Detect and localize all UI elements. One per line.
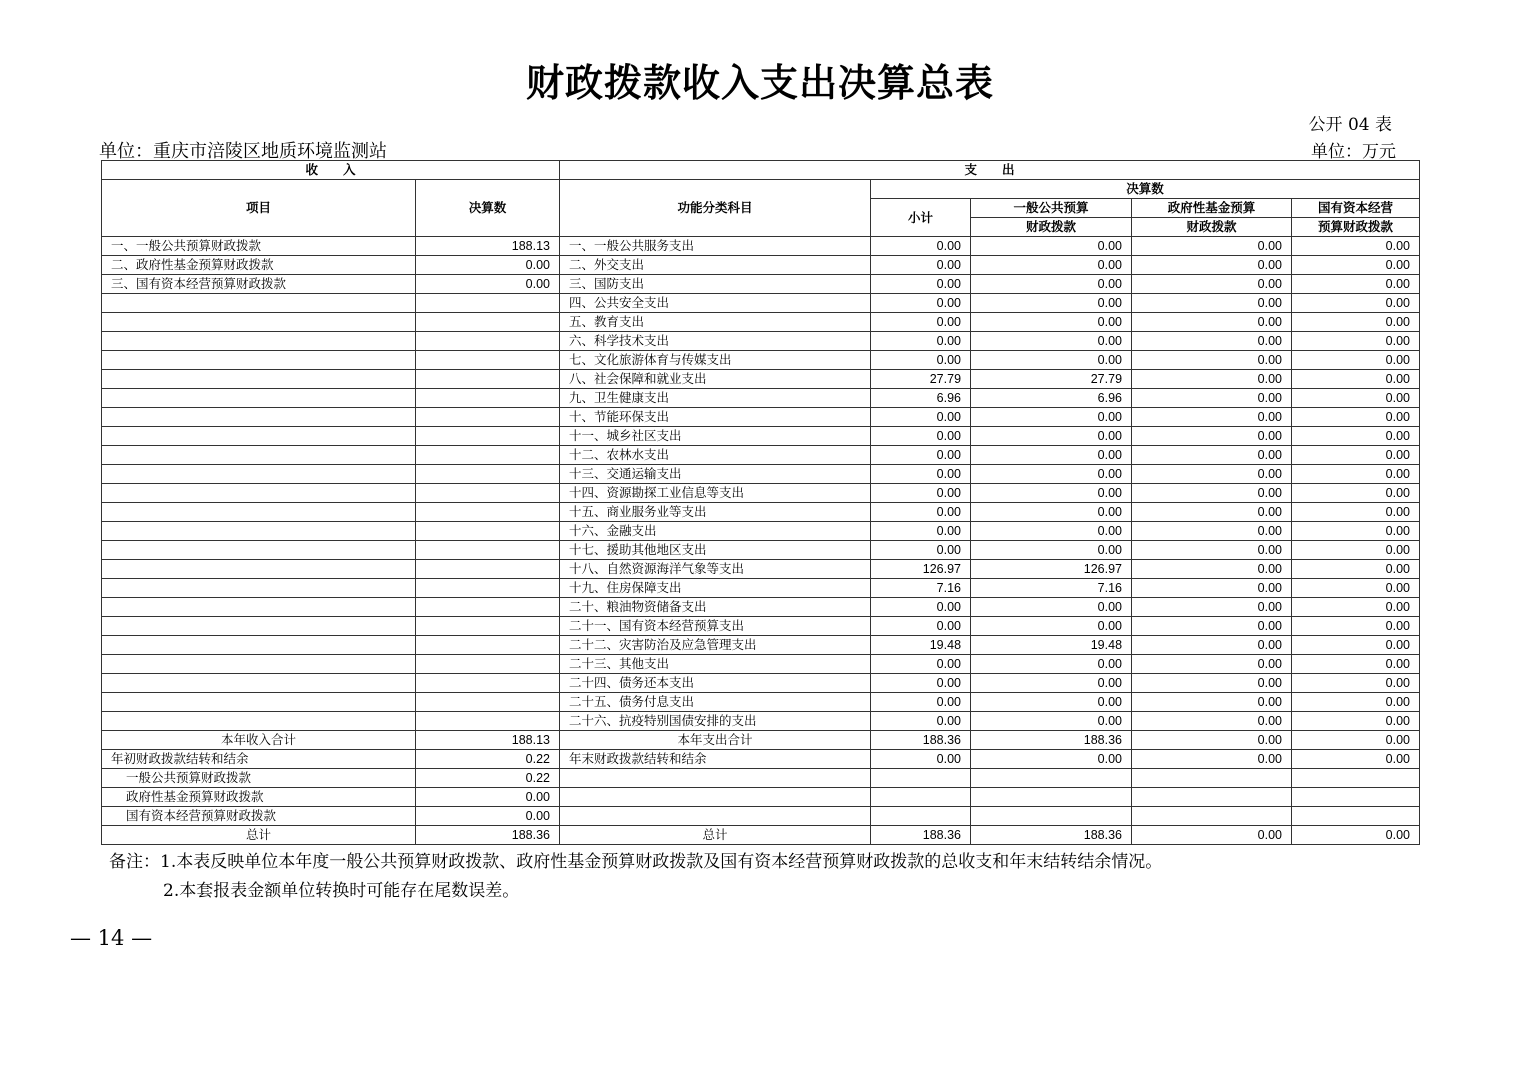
expense-fund: 0.00 bbox=[1132, 579, 1292, 598]
expense-general: 0.00 bbox=[971, 674, 1132, 693]
table-row bbox=[102, 503, 1420, 522]
form-number: 公开 04 表 bbox=[1308, 115, 1392, 135]
income-item bbox=[102, 408, 416, 427]
empty-cell bbox=[871, 807, 971, 826]
income-item bbox=[102, 579, 416, 598]
table-row bbox=[102, 256, 1420, 275]
grand-total-row bbox=[102, 826, 1420, 845]
grand-income-value: 188.36 bbox=[416, 826, 560, 845]
expense-fund: 0.00 bbox=[1132, 389, 1292, 408]
sub2-value: 0.00 bbox=[416, 788, 560, 807]
expense-fund: 0.00 bbox=[1132, 693, 1292, 712]
expense-item: 十四、资源勘探工业信息等支出 bbox=[560, 484, 871, 503]
empty-cell bbox=[560, 788, 871, 807]
expense-general: 19.48 bbox=[971, 636, 1132, 655]
expense-subtotal: 0.00 bbox=[871, 427, 971, 446]
income-value bbox=[416, 503, 560, 522]
table-row bbox=[102, 446, 1420, 465]
empty-cell bbox=[871, 788, 971, 807]
income-item bbox=[102, 465, 416, 484]
expense-subtotal: 0.00 bbox=[871, 522, 971, 541]
expense-state: 0.00 bbox=[1292, 294, 1420, 313]
expense-state: 0.00 bbox=[1292, 674, 1420, 693]
income-value bbox=[416, 446, 560, 465]
income-value bbox=[416, 674, 560, 693]
expense-subtotal: 0.00 bbox=[871, 313, 971, 332]
expense-item: 二十四、债务还本支出 bbox=[560, 674, 871, 693]
expense-item: 十二、农林水支出 bbox=[560, 446, 871, 465]
expense-general: 0.00 bbox=[971, 351, 1132, 370]
expense-state: 0.00 bbox=[1292, 484, 1420, 503]
table-row bbox=[102, 579, 1420, 598]
year-income-value: 188.13 bbox=[416, 731, 560, 750]
income-item bbox=[102, 617, 416, 636]
expense-subtotal: 7.16 bbox=[871, 579, 971, 598]
expense-state: 0.00 bbox=[1292, 332, 1420, 351]
income-value bbox=[416, 560, 560, 579]
expense-state: 0.00 bbox=[1292, 503, 1420, 522]
general-header-line1: 一般公共预算 bbox=[971, 199, 1132, 218]
expense-fund: 0.00 bbox=[1132, 408, 1292, 427]
expense-state: 0.00 bbox=[1292, 351, 1420, 370]
expense-general: 0.00 bbox=[971, 598, 1132, 617]
expense-subtotal: 0.00 bbox=[871, 351, 971, 370]
expense-state: 0.00 bbox=[1292, 370, 1420, 389]
func-subject-header: 功能分类科目 bbox=[560, 180, 871, 237]
expense-fund: 0.00 bbox=[1132, 636, 1292, 655]
expense-general: 0.00 bbox=[971, 465, 1132, 484]
expense-subtotal: 0.00 bbox=[871, 484, 971, 503]
table-row bbox=[102, 541, 1420, 560]
table-row bbox=[102, 674, 1420, 693]
expense-fund: 0.00 bbox=[1132, 294, 1292, 313]
income-value: 0.00 bbox=[416, 256, 560, 275]
carryover-sub-row bbox=[102, 807, 1420, 826]
income-item bbox=[102, 389, 416, 408]
expense-subtotal: 0.00 bbox=[871, 275, 971, 294]
income-item: 三、国有资本经营预算财政拨款 bbox=[102, 275, 416, 294]
expense-item: 十九、住房保障支出 bbox=[560, 579, 871, 598]
expense-general: 0.00 bbox=[971, 294, 1132, 313]
expense-header: 支 出 bbox=[560, 161, 1420, 180]
expense-fund: 0.00 bbox=[1132, 674, 1292, 693]
sub3-label: 国有资本经营预算财政拨款 bbox=[102, 807, 416, 826]
expense-general: 0.00 bbox=[971, 541, 1132, 560]
expense-state: 0.00 bbox=[1292, 275, 1420, 294]
expense-item: 二、外交支出 bbox=[560, 256, 871, 275]
expense-state: 0.00 bbox=[1292, 560, 1420, 579]
income-value bbox=[416, 313, 560, 332]
income-item bbox=[102, 655, 416, 674]
item-header: 项目 bbox=[102, 180, 416, 237]
expense-subtotal: 0.00 bbox=[871, 465, 971, 484]
expense-fund: 0.00 bbox=[1132, 503, 1292, 522]
expense-subtotal: 0.00 bbox=[871, 237, 971, 256]
grand-expense-label: 总计 bbox=[560, 826, 871, 845]
income-value bbox=[416, 693, 560, 712]
fund-header-line2: 财政拨款 bbox=[1132, 218, 1292, 237]
table-row bbox=[102, 275, 1420, 294]
expense-item: 十、节能环保支出 bbox=[560, 408, 871, 427]
expense-general: 0.00 bbox=[971, 693, 1132, 712]
income-value bbox=[416, 522, 560, 541]
income-value bbox=[416, 370, 560, 389]
expense-subtotal: 0.00 bbox=[871, 674, 971, 693]
expense-fund: 0.00 bbox=[1132, 465, 1292, 484]
expense-general: 0.00 bbox=[971, 484, 1132, 503]
expense-state: 0.00 bbox=[1292, 237, 1420, 256]
expense-item: 二十五、债务付息支出 bbox=[560, 693, 871, 712]
page-title: 财政拨款收入支出决算总表 bbox=[525, 60, 994, 105]
income-item bbox=[102, 294, 416, 313]
expense-subtotal: 0.00 bbox=[871, 598, 971, 617]
expense-subtotal: 27.79 bbox=[871, 370, 971, 389]
income-value: 0.00 bbox=[416, 275, 560, 294]
table-row bbox=[102, 294, 1420, 313]
income-value bbox=[416, 408, 560, 427]
expense-fund: 0.00 bbox=[1132, 256, 1292, 275]
expense-state: 0.00 bbox=[1292, 636, 1420, 655]
expense-state: 0.00 bbox=[1292, 598, 1420, 617]
expense-state: 0.00 bbox=[1292, 712, 1420, 731]
expense-item: 十六、金融支出 bbox=[560, 522, 871, 541]
expense-state: 0.00 bbox=[1292, 617, 1420, 636]
expense-subtotal: 0.00 bbox=[871, 617, 971, 636]
expense-subtotal: 0.00 bbox=[871, 693, 971, 712]
expense-fund: 0.00 bbox=[1132, 484, 1292, 503]
income-item bbox=[102, 598, 416, 617]
year-expense-state: 0.00 bbox=[1292, 731, 1420, 750]
expense-item: 十五、商业服务业等支出 bbox=[560, 503, 871, 522]
expense-fund: 0.00 bbox=[1132, 541, 1292, 560]
grand-expense-fund: 0.00 bbox=[1132, 826, 1292, 845]
year-expense-subtotal: 188.36 bbox=[871, 731, 971, 750]
page-number: — 14 — bbox=[70, 926, 153, 950]
income-value bbox=[416, 465, 560, 484]
income-item: 二、政府性基金预算财政拨款 bbox=[102, 256, 416, 275]
expense-fund: 0.00 bbox=[1132, 313, 1292, 332]
end-fund: 0.00 bbox=[1132, 750, 1292, 769]
income-item bbox=[102, 370, 416, 389]
expense-general: 0.00 bbox=[971, 522, 1132, 541]
expense-fund: 0.00 bbox=[1132, 370, 1292, 389]
subtotal-header: 小计 bbox=[871, 199, 971, 237]
income-item bbox=[102, 484, 416, 503]
expense-general: 0.00 bbox=[971, 275, 1132, 294]
income-value bbox=[416, 598, 560, 617]
empty-cell bbox=[1292, 807, 1420, 826]
expense-item: 二十三、其他支出 bbox=[560, 655, 871, 674]
expense-subtotal: 126.97 bbox=[871, 560, 971, 579]
expense-general: 0.00 bbox=[971, 712, 1132, 731]
end-label: 年末财政拨款结转和结余 bbox=[560, 750, 871, 769]
expense-general: 0.00 bbox=[971, 408, 1132, 427]
year-expense-general: 188.36 bbox=[971, 731, 1132, 750]
empty-cell bbox=[560, 807, 871, 826]
expense-general: 0.00 bbox=[971, 256, 1132, 275]
expense-fund: 0.00 bbox=[1132, 522, 1292, 541]
income-item: 一、一般公共预算财政拨款 bbox=[102, 237, 416, 256]
income-header: 收 入 bbox=[102, 161, 560, 180]
income-value bbox=[416, 712, 560, 731]
income-item bbox=[102, 446, 416, 465]
income-item bbox=[102, 332, 416, 351]
income-value bbox=[416, 351, 560, 370]
empty-cell bbox=[971, 769, 1132, 788]
grand-income-label: 总计 bbox=[102, 826, 416, 845]
expense-fund: 0.00 bbox=[1132, 332, 1292, 351]
note-2: 2.本套报表金额单位转换时可能存在尾数误差。 bbox=[163, 881, 520, 901]
income-item bbox=[102, 313, 416, 332]
table-row bbox=[102, 617, 1420, 636]
expense-item: 十一、城乡社区支出 bbox=[560, 427, 871, 446]
expense-state: 0.00 bbox=[1292, 389, 1420, 408]
expense-general: 27.79 bbox=[971, 370, 1132, 389]
sub1-value: 0.22 bbox=[416, 769, 560, 788]
expense-item: 一、一般公共服务支出 bbox=[560, 237, 871, 256]
carryover-sub-row bbox=[102, 788, 1420, 807]
state-header-line2: 预算财政拨款 bbox=[1292, 218, 1420, 237]
expense-fund: 0.00 bbox=[1132, 560, 1292, 579]
general-header-line2: 财政拨款 bbox=[971, 218, 1132, 237]
expense-item: 四、公共安全支出 bbox=[560, 294, 871, 313]
income-value bbox=[416, 579, 560, 598]
table-row bbox=[102, 237, 1420, 256]
income-value bbox=[416, 484, 560, 503]
expense-subtotal: 0.00 bbox=[871, 655, 971, 674]
sub1-label: 一般公共预算财政拨款 bbox=[102, 769, 416, 788]
table-row bbox=[102, 636, 1420, 655]
fund-header-line1: 政府性基金预算 bbox=[1132, 199, 1292, 218]
expense-subtotal: 6.96 bbox=[871, 389, 971, 408]
expense-state: 0.00 bbox=[1292, 522, 1420, 541]
income-value: 188.13 bbox=[416, 237, 560, 256]
expense-subtotal: 0.00 bbox=[871, 446, 971, 465]
expense-general: 6.96 bbox=[971, 389, 1132, 408]
expense-state: 0.00 bbox=[1292, 541, 1420, 560]
expense-general: 0.00 bbox=[971, 313, 1132, 332]
expense-state: 0.00 bbox=[1292, 313, 1420, 332]
income-item bbox=[102, 674, 416, 693]
table-row bbox=[102, 313, 1420, 332]
expense-general: 0.00 bbox=[971, 503, 1132, 522]
table-row bbox=[102, 712, 1420, 731]
note-1: 备注：1.本表反映单位本年度一般公共预算财政拨款、政府性基金预算财政拨款及国有资本经营预算财政拨款的总收支和年末结转结余情况。 bbox=[109, 852, 1163, 872]
end-state: 0.00 bbox=[1292, 750, 1420, 769]
income-amount-header: 决算数 bbox=[416, 180, 560, 237]
empty-cell bbox=[871, 769, 971, 788]
expense-general: 7.16 bbox=[971, 579, 1132, 598]
table-row bbox=[102, 655, 1420, 674]
sub3-value: 0.00 bbox=[416, 807, 560, 826]
expense-general: 126.97 bbox=[971, 560, 1132, 579]
grand-expense-general: 188.36 bbox=[971, 826, 1132, 845]
grand-expense-state: 0.00 bbox=[1292, 826, 1420, 845]
expense-subtotal: 0.00 bbox=[871, 712, 971, 731]
expense-item: 二十一、国有资本经营预算支出 bbox=[560, 617, 871, 636]
expense-subtotal: 0.00 bbox=[871, 503, 971, 522]
table-row bbox=[102, 522, 1420, 541]
state-header-line1: 国有资本经营 bbox=[1292, 199, 1420, 218]
expense-fund: 0.00 bbox=[1132, 655, 1292, 674]
income-item bbox=[102, 427, 416, 446]
income-value bbox=[416, 655, 560, 674]
income-value bbox=[416, 617, 560, 636]
expense-general: 0.00 bbox=[971, 427, 1132, 446]
table-row bbox=[102, 408, 1420, 427]
carryover-row bbox=[102, 750, 1420, 769]
income-item bbox=[102, 560, 416, 579]
empty-cell bbox=[1132, 788, 1292, 807]
unit-currency: 单位：万元 bbox=[1311, 142, 1396, 162]
expense-item: 十三、交通运输支出 bbox=[560, 465, 871, 484]
expense-item: 二十二、灾害防治及应急管理支出 bbox=[560, 636, 871, 655]
expense-fund: 0.00 bbox=[1132, 598, 1292, 617]
end-subtotal: 0.00 bbox=[871, 750, 971, 769]
header-row-1 bbox=[102, 161, 1420, 180]
income-item bbox=[102, 522, 416, 541]
expense-subtotal: 0.00 bbox=[871, 541, 971, 560]
expense-state: 0.00 bbox=[1292, 256, 1420, 275]
expense-state: 0.00 bbox=[1292, 427, 1420, 446]
income-value bbox=[416, 541, 560, 560]
expense-fund: 0.00 bbox=[1132, 237, 1292, 256]
table-row bbox=[102, 427, 1420, 446]
begin-label: 年初财政拨款结转和结余 bbox=[102, 750, 416, 769]
table-row bbox=[102, 598, 1420, 617]
expense-item: 十八、自然资源海洋气象等支出 bbox=[560, 560, 871, 579]
table-row bbox=[102, 332, 1420, 351]
expense-state: 0.00 bbox=[1292, 579, 1420, 598]
expense-general: 0.00 bbox=[971, 617, 1132, 636]
expense-state: 0.00 bbox=[1292, 655, 1420, 674]
table-row bbox=[102, 351, 1420, 370]
empty-cell bbox=[971, 788, 1132, 807]
header-row-2 bbox=[102, 180, 1420, 199]
empty-cell bbox=[1132, 769, 1292, 788]
income-value bbox=[416, 294, 560, 313]
expense-item: 二十、粮油物资储备支出 bbox=[560, 598, 871, 617]
expense-subtotal: 0.00 bbox=[871, 408, 971, 427]
income-value bbox=[416, 636, 560, 655]
carryover-sub-row bbox=[102, 769, 1420, 788]
expense-subtotal: 0.00 bbox=[871, 256, 971, 275]
empty-cell bbox=[971, 807, 1132, 826]
expense-item: 八、社会保障和就业支出 bbox=[560, 370, 871, 389]
income-item bbox=[102, 693, 416, 712]
income-item bbox=[102, 712, 416, 731]
finance-table bbox=[101, 160, 1420, 845]
table-row bbox=[102, 389, 1420, 408]
grand-expense-subtotal: 188.36 bbox=[871, 826, 971, 845]
income-value bbox=[416, 389, 560, 408]
end-general: 0.00 bbox=[971, 750, 1132, 769]
unit-organization: 单位：重庆市涪陵区地质环境监测站 bbox=[99, 141, 387, 162]
expense-fund: 0.00 bbox=[1132, 275, 1292, 294]
empty-cell bbox=[1292, 769, 1420, 788]
expense-state: 0.00 bbox=[1292, 465, 1420, 484]
income-item bbox=[102, 541, 416, 560]
expense-fund: 0.00 bbox=[1132, 427, 1292, 446]
expense-subtotal: 19.48 bbox=[871, 636, 971, 655]
expense-item: 九、卫生健康支出 bbox=[560, 389, 871, 408]
expense-fund: 0.00 bbox=[1132, 617, 1292, 636]
expense-general: 0.00 bbox=[971, 446, 1132, 465]
expense-fund: 0.00 bbox=[1132, 446, 1292, 465]
empty-cell bbox=[560, 769, 871, 788]
table-row bbox=[102, 484, 1420, 503]
notes bbox=[109, 848, 1162, 906]
expense-fund: 0.00 bbox=[1132, 712, 1292, 731]
expense-fund: 0.00 bbox=[1132, 351, 1292, 370]
empty-cell bbox=[1292, 788, 1420, 807]
year-income-label: 本年收入合计 bbox=[102, 731, 416, 750]
income-value bbox=[416, 332, 560, 351]
year-expense-fund: 0.00 bbox=[1132, 731, 1292, 750]
expense-general: 0.00 bbox=[971, 237, 1132, 256]
expense-item: 五、教育支出 bbox=[560, 313, 871, 332]
income-item bbox=[102, 636, 416, 655]
table-row bbox=[102, 560, 1420, 579]
expense-item: 三、国防支出 bbox=[560, 275, 871, 294]
expense-amount-header: 决算数 bbox=[871, 180, 1420, 199]
expense-general: 0.00 bbox=[971, 332, 1132, 351]
expense-state: 0.00 bbox=[1292, 408, 1420, 427]
begin-value: 0.22 bbox=[416, 750, 560, 769]
year-total-row bbox=[102, 731, 1420, 750]
income-item bbox=[102, 351, 416, 370]
income-item bbox=[102, 503, 416, 522]
expense-general: 0.00 bbox=[971, 655, 1132, 674]
expense-subtotal: 0.00 bbox=[871, 294, 971, 313]
table-row bbox=[102, 465, 1420, 484]
expense-item: 二十六、抗疫特别国债安排的支出 bbox=[560, 712, 871, 731]
expense-state: 0.00 bbox=[1292, 446, 1420, 465]
income-value bbox=[416, 427, 560, 446]
table-row bbox=[102, 370, 1420, 389]
sub2-label: 政府性基金预算财政拨款 bbox=[102, 788, 416, 807]
expense-state: 0.00 bbox=[1292, 693, 1420, 712]
year-expense-label: 本年支出合计 bbox=[560, 731, 871, 750]
expense-item: 十七、援助其他地区支出 bbox=[560, 541, 871, 560]
expense-item: 七、文化旅游体育与传媒支出 bbox=[560, 351, 871, 370]
table-row bbox=[102, 693, 1420, 712]
empty-cell bbox=[1132, 807, 1292, 826]
expense-item: 六、科学技术支出 bbox=[560, 332, 871, 351]
expense-subtotal: 0.00 bbox=[871, 332, 971, 351]
